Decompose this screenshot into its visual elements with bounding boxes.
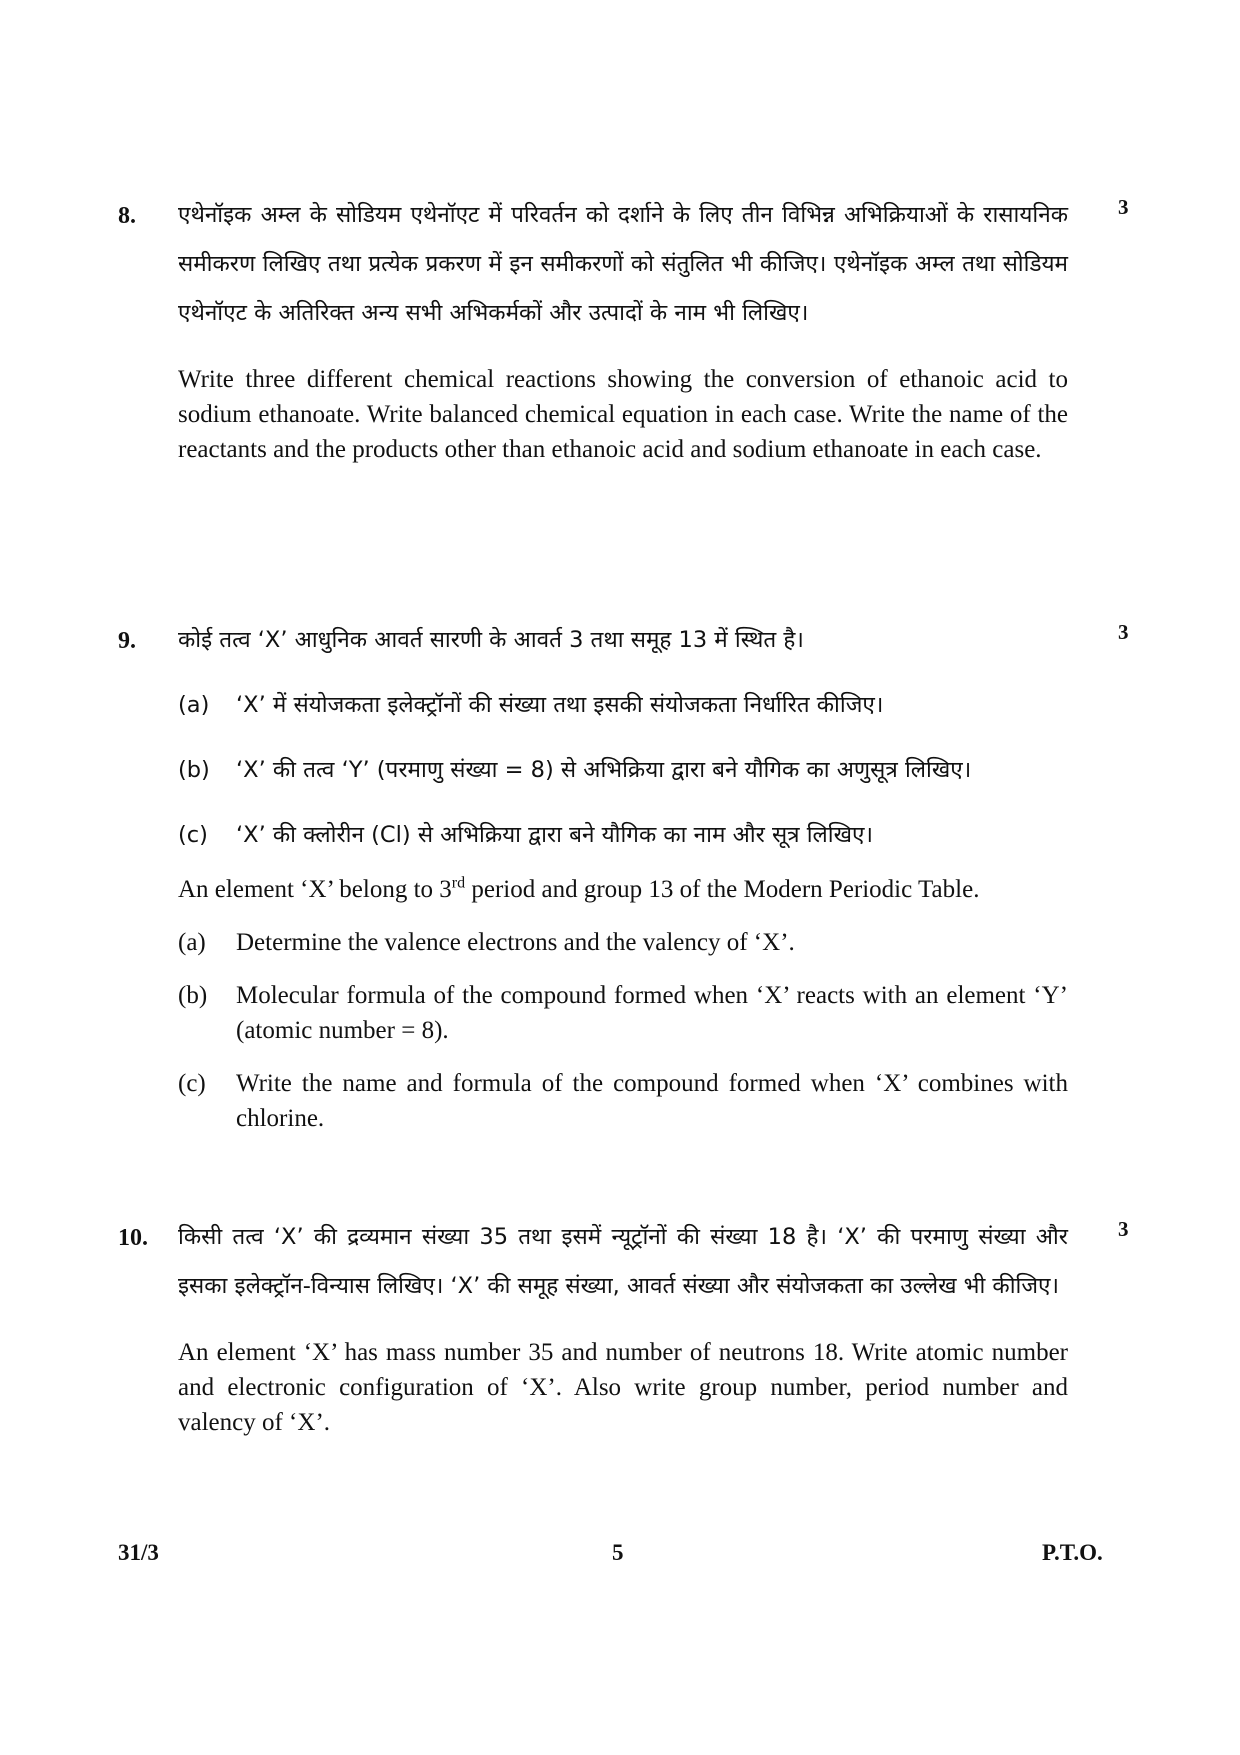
paper-code: 31/3 bbox=[118, 1540, 159, 1565]
question-number: 9. bbox=[118, 628, 136, 654]
marks: 3 bbox=[1118, 1217, 1129, 1241]
marks: 3 bbox=[1118, 195, 1129, 219]
subpart-english-a bbox=[178, 925, 1068, 960]
please-turn-over: P.T.O. bbox=[1042, 1540, 1103, 1565]
page-number: 5 bbox=[612, 1540, 624, 1565]
english-intro: An element ‘X’ belong to 3 bbox=[178, 876, 452, 903]
question-9 bbox=[118, 620, 1129, 1136]
question-text-hindi: कोई तत्व ‘X’ आधुनिक आवर्त सारणी के आवर्त 3 तथा समूह 13 में स्थित है। bbox=[178, 627, 804, 653]
english-intro-rest: period and group 13 of the Modern Periodic Table. bbox=[465, 876, 980, 903]
subpart-hindi-c bbox=[178, 811, 1068, 860]
subpart-hindi-b bbox=[178, 746, 1068, 795]
subpart-english-c bbox=[178, 1066, 1068, 1136]
subpart-label: (b) bbox=[178, 982, 208, 1009]
subpart-text: Write the name and formula of the compound formed when ‘X’ combines with chlorine. bbox=[236, 1070, 1068, 1132]
subpart-label: (c) bbox=[178, 1070, 206, 1097]
subpart-text: Molecular formula of the compound formed when ‘X’ reacts with an element ‘Y’ (atomic number = 8). bbox=[236, 982, 1068, 1044]
superscript: rd bbox=[451, 874, 466, 892]
subpart-hindi-a bbox=[178, 681, 1068, 730]
subpart-text: ‘X’ की तत्व ‘Y’ (परमाणु संख्या = 8) से अभिक्रिया द्वारा बने यौगिक का अणुसूत्र लिखिए। bbox=[236, 757, 972, 783]
subpart-label: (c) bbox=[178, 822, 208, 848]
subpart-text: Determine the valence electrons and the valency of ‘X’. bbox=[236, 929, 795, 956]
question-text-english: An element ‘X’ has mass number 35 and number of neutrons 18. Write atomic number and electronic configuration of ‘X’. Also write group number, period number and valency of ‘X’. bbox=[178, 1339, 1068, 1436]
question-text-hindi: एथेनॉइक अम्ल के सोडियम एथेनॉएट में परिवर्तन को दर्शाने के लिए तीन विभिन्न अभिक्रियाओं के रासायनिक समीकरण लिखिए तथा प्रत्येक प्रकरण में इन समीकरणों को संतुलित भी कीजिए। एथेनॉइक अम्ल तथा सोडियम एथेनॉएट के अतिरिक्त अन्य सभी अभिकर्मकों और उत्पादों के नाम भी लिखिए। bbox=[178, 202, 1068, 326]
marks: 3 bbox=[1118, 620, 1129, 644]
subpart-label: (b) bbox=[178, 757, 210, 783]
subpart-text: ‘X’ की क्लोरीन (Cl) से अभिक्रिया द्वारा बने यौगिक का नाम और सूत्र लिखिए। bbox=[236, 822, 874, 848]
question-text-english bbox=[178, 872, 1068, 907]
question-10 bbox=[118, 1217, 1129, 1440]
subpart-text: ‘X’ में संयोजकता इलेक्ट्रॉनों की संख्या तथा इसकी संयोजकता निर्धारित कीजिए। bbox=[236, 692, 884, 718]
question-text-english: Write three different chemical reactions showing the conversion of ethanoic acid to sodium ethanoate. Write balanced chemical equation in each case. Write the name of the reactants and the products other than ethanoic acid and sodium ethanoate in each case. bbox=[178, 366, 1068, 463]
question-number: 10. bbox=[118, 1225, 148, 1251]
subpart-label: (a) bbox=[178, 692, 210, 718]
subpart-label: (a) bbox=[178, 929, 206, 956]
question-8 bbox=[118, 195, 1129, 467]
question-number: 8. bbox=[118, 203, 136, 229]
question-text-hindi: किसी तत्व ‘X’ की द्रव्यमान संख्या 35 तथा इसमें न्यूट्रॉनों की संख्या 18 है। ‘X’ की परमाणु संख्या और इसका इलेक्ट्रॉन-विन्यास लिखिए। ‘X’ की समूह संख्या, आवर्त संख्या और संयोजकता का उल्लेख भी कीजिए। bbox=[178, 1224, 1068, 1299]
subpart-english-b bbox=[178, 978, 1068, 1048]
